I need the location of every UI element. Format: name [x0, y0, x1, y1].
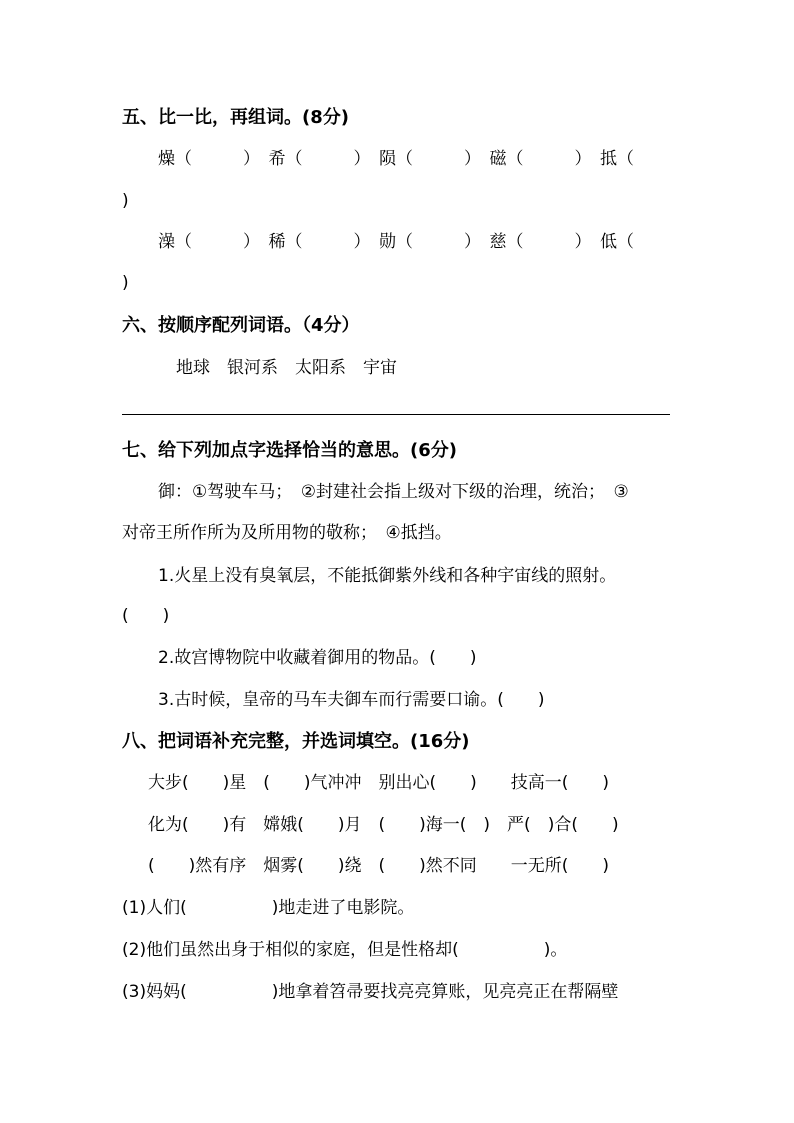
section-7-def-1: 御：①驾驶车马； ②封建社会指上级对下级的治理，统治； ③: [158, 482, 629, 502]
answer-line: [122, 414, 670, 415]
section-5-row-1-end: ): [122, 191, 129, 211]
section-5-title: 五、比一比，再组词。(8分): [122, 107, 349, 128]
section-7-question-3: 3.古时候，皇帝的马车夫御车而行需要口谕。( ): [158, 690, 545, 710]
section-8-row-2: 化为( )有 嫦娥( )月 ( )海一( ) 严( )合( ): [148, 815, 619, 835]
section-8-row-3: ( )然有序 烟雾( )绕 ( )然不同 一无所( ): [148, 856, 610, 876]
section-8-row-1: 大步( )星 ( )气冲冲 别出心( ) 技高一( ): [148, 773, 610, 793]
section-8-fill-3: (3)妈妈( )地拿着笤帚要找亮亮算账，见亮亮正在帮隔壁: [122, 982, 619, 1002]
section-6-words: 地球 银河系 太阳系 宇宙: [176, 358, 397, 378]
section-6-title: 六、按顺序配列词语。（4分）: [122, 315, 360, 336]
section-5-row-2: 澡（ ） 稀（ ） 勋（ ） 慈（ ） 低（: [158, 232, 634, 252]
section-7-title: 七、给下列加点字选择恰当的意思。(6分): [122, 440, 457, 461]
section-5-row-1: 燥（ ） 希（ ） 陨（ ） 磁（ ） 抵（: [158, 149, 634, 169]
section-7-def-2: 对帝王所作所为及所用物的敬称； ④抵挡。: [122, 523, 452, 543]
section-7-question-2: 2.故宫博物院中收藏着御用的物品。( ): [158, 648, 477, 668]
section-7-question-1: 1.火星上没有臭氧层，不能抵御紫外线和各种宇宙线的照射。: [158, 566, 617, 586]
section-8-fill-2: (2)他们虽然出身于相似的家庭，但是性格却( )。: [122, 940, 568, 960]
section-8-fill-1: (1)人们( )地走进了电影院。: [122, 898, 415, 918]
section-8-title: 八、把词语补充完整，并选词填空。(16分): [122, 731, 470, 752]
section-5-row-2-end: ): [122, 273, 129, 293]
section-7-question-1-paren: ( ): [122, 606, 170, 626]
